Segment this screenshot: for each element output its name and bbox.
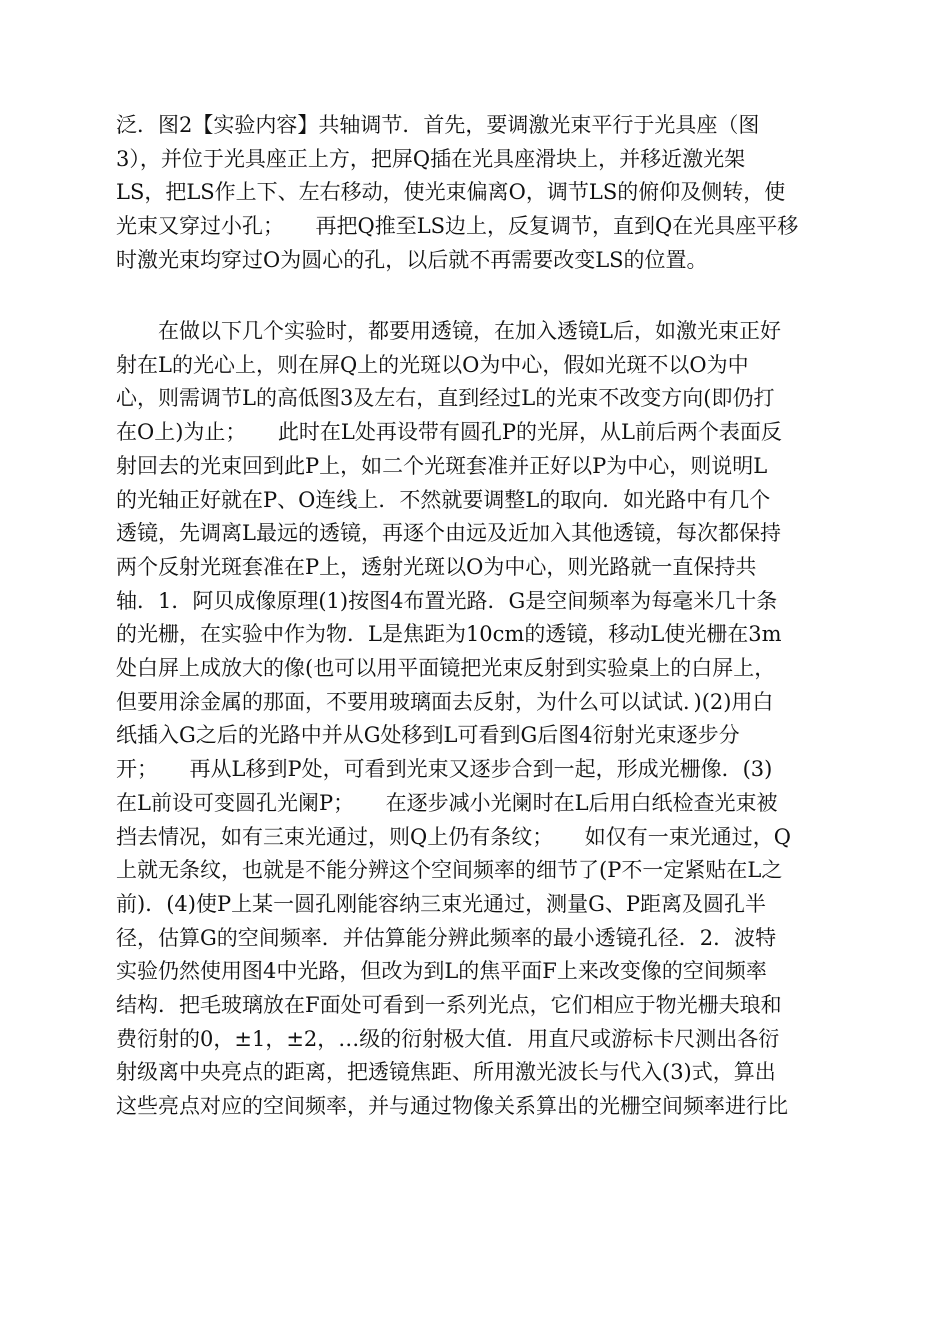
paragraph-coaxial-adjustment: 泛．图2【实验内容】共轴调节．首先，要调激光束平行于光具座（图 3），并位于光具座正上方，把屏Q插在光具座滑块上，并移近激光架 LS，把LS作上下、左右移动，使光束偏离O，调节LS的俯仰及侧转，使 光束又穿过小孔； 再把Q推至LS边上，反复调节，直到Q在光具座平移 时激光束均穿过O为圆心的孔，以后就不再需要改变LS的位置。 — [116, 113, 799, 272]
paragraph-lens-and-abbe-experiment: 在做以下几个实验时，都要用透镜，在加入透镜L后，如激光束正好 射在L的光心上，则在屏Q上的光斑以O为中心，假如光斑不以O为中 心，则需调节L的高低图3及左右，直到经过L的光束不改变方向(即仍打 在O上)为止； 此时在L处再设带有圆孔P的光屏，从L前后两个表面反 射回去的光束回到此P上，如二个光斑套准并正好以P为中心，则说明L 的光轴正好就在P、O连线上．不然就要调整L的取向．如光路中有几个 透镜，先调离L最远的透镜，再逐个由远及近加入其他透镜，每次都保持 两个反射光斑套准在P上，透射光斑以O为中心，则光路就一直保持共 轴．1．阿贝成像原理(1)按图4布置光路．G是空间频率为每毫米几十条 的光栅，在实验中作为物．L是焦距为10cm的透镜，移动L使光栅在3m 处白屏上成放大的像(也可以用平面镜把光束反射到实验桌上的白屏上， 但要用涂金属的那面，不要用玻璃面去反射，为什么可以试试．)(2)用白 纸插入G之后的光路中并从G处移到L可看到G后图4衍射光束逐步分 开； 再从L移到P处，可看到光束又逐步合到一起，形成光栅像．(3) 在L前设可变圆孔光阑P； 在逐步减小光阑时在L后用白纸检查光束被 挡去情况，如有三束光通过，则Q上仍有条纹； 如仅有一束光通过，Q 上就无条纹，也就是不能分辨这个空间频率的细节了(P不一定紧贴在L之 前)．(4)使P上某一圆孔刚能容纳三束光通过，测量G、P距离及圆孔半 径，估算G的空间频率．并估算能分辨此频率的最小透镜孔径．2．波特 实验仍然使用图4中光路，但改为到L的焦平面F上来改变像的空间频率 结构．把毛玻璃放在F面处可看到一系列光点，它们相应于物光栅夫琅和 费衍射的0，±1，±2，…级的衍射极大值．用直尺或游标卡尺测出各衍 射级离中央亮点的距离，把透镜焦距、所用激光波长与代入(3)式，算出 这些亮点对应的空间频率，并与通过物像关系算出的光栅空间频率进行比 — [116, 319, 791, 1119]
